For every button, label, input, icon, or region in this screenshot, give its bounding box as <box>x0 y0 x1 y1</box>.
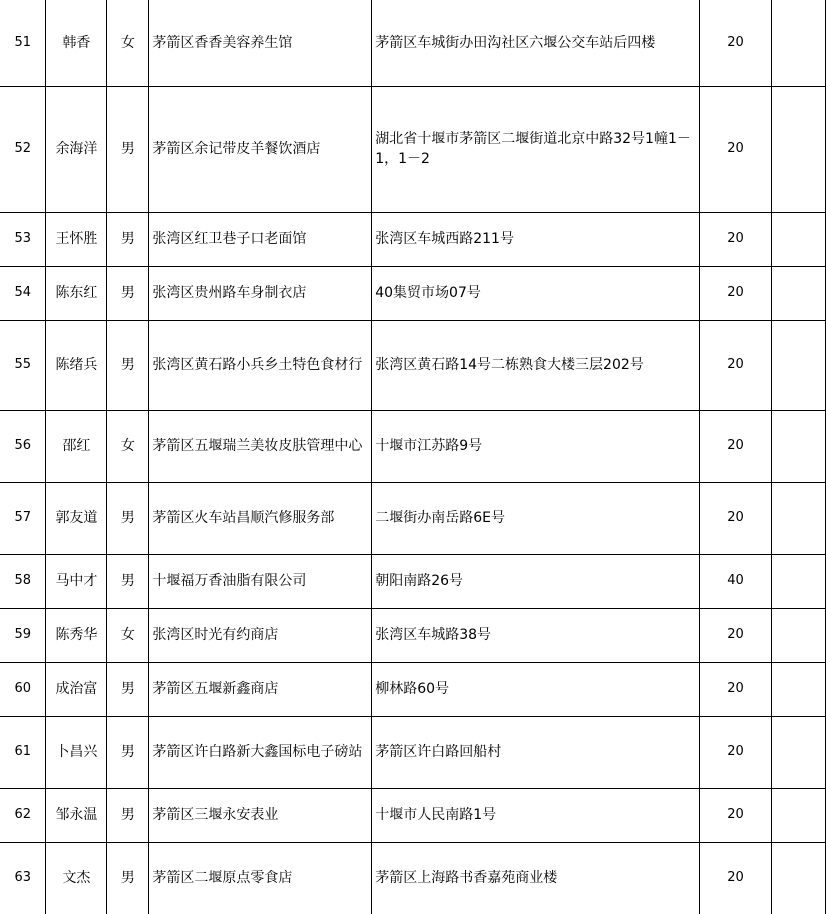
address-cell: 茅箭区车城街办田沟社区六堰公交车站后四楼 <box>372 0 700 86</box>
row-number: 58 <box>0 554 46 608</box>
note-cell <box>771 320 825 410</box>
note-cell <box>771 212 825 266</box>
gender-cell: 男 <box>107 266 149 320</box>
note-cell <box>771 0 825 86</box>
address-cell: 张湾区车城路38号 <box>372 608 700 662</box>
shop-name-cell: 茅箭区火车站昌顺汽修服务部 <box>149 482 372 554</box>
gender-cell: 男 <box>107 482 149 554</box>
row-number: 54 <box>0 266 46 320</box>
amount-cell: 20 <box>700 842 772 914</box>
note-cell <box>771 266 825 320</box>
note-cell <box>771 608 825 662</box>
gender-cell: 男 <box>107 554 149 608</box>
row-number: 51 <box>0 0 46 86</box>
row-number: 62 <box>0 788 46 842</box>
note-cell <box>771 716 825 788</box>
address-cell: 茅箭区上海路书香嘉苑商业楼 <box>372 842 700 914</box>
gender-cell: 男 <box>107 212 149 266</box>
table-row <box>0 212 826 266</box>
row-number: 63 <box>0 842 46 914</box>
note-cell <box>771 842 825 914</box>
table-row <box>0 716 826 788</box>
row-number: 57 <box>0 482 46 554</box>
shop-name-cell: 张湾区时光有约商店 <box>149 608 372 662</box>
shop-name-cell: 茅箭区五堰瑞兰美妆皮肤管理中心 <box>149 410 372 482</box>
name-cell: 陈秀华 <box>46 608 107 662</box>
gender-cell: 女 <box>107 0 149 86</box>
name-cell: 马中才 <box>46 554 107 608</box>
shop-name-cell: 茅箭区二堰原点零食店 <box>149 842 372 914</box>
gender-cell: 女 <box>107 410 149 482</box>
row-number: 53 <box>0 212 46 266</box>
name-cell: 陈绪兵 <box>46 320 107 410</box>
table-row <box>0 842 826 914</box>
amount-cell: 20 <box>700 0 772 86</box>
address-cell: 柳林路60号 <box>372 662 700 716</box>
row-number: 52 <box>0 86 46 212</box>
name-cell: 成治富 <box>46 662 107 716</box>
gender-cell: 女 <box>107 608 149 662</box>
amount-cell: 20 <box>700 212 772 266</box>
row-number: 60 <box>0 662 46 716</box>
shop-name-cell: 张湾区红卫巷子口老面馆 <box>149 212 372 266</box>
row-number: 59 <box>0 608 46 662</box>
name-cell: 邹永温 <box>46 788 107 842</box>
amount-cell: 20 <box>700 266 772 320</box>
row-number: 55 <box>0 320 46 410</box>
shop-name-cell: 十堰福万香油脂有限公司 <box>149 554 372 608</box>
note-cell <box>771 554 825 608</box>
address-cell: 湖北省十堰市茅箭区二堰街道北京中路32号1幢1－1，1－2 <box>372 86 700 212</box>
address-cell: 十堰市江苏路9号 <box>372 410 700 482</box>
table-row <box>0 788 826 842</box>
table-row <box>0 0 826 86</box>
address-cell: 二堰街办南岳路6E号 <box>372 482 700 554</box>
address-cell: 40集贸市场07号 <box>372 266 700 320</box>
address-cell: 茅箭区许白路回船村 <box>372 716 700 788</box>
name-cell: 邵红 <box>46 410 107 482</box>
table-row <box>0 608 826 662</box>
name-cell: 郭友道 <box>46 482 107 554</box>
note-cell <box>771 482 825 554</box>
row-number: 56 <box>0 410 46 482</box>
gender-cell: 男 <box>107 662 149 716</box>
note-cell <box>771 86 825 212</box>
amount-cell: 40 <box>700 554 772 608</box>
shop-name-cell: 张湾区黄石路小兵乡土特色食材行 <box>149 320 372 410</box>
note-cell <box>771 662 825 716</box>
gender-cell: 男 <box>107 842 149 914</box>
shop-name-cell: 茅箭区五堰新鑫商店 <box>149 662 372 716</box>
amount-cell: 20 <box>700 410 772 482</box>
amount-cell: 20 <box>700 608 772 662</box>
address-cell: 张湾区黄石路14号二栋熟食大楼三层202号 <box>372 320 700 410</box>
table-row <box>0 554 826 608</box>
shop-name-cell: 张湾区贵州路车身制衣店 <box>149 266 372 320</box>
shop-name-cell: 茅箭区许白路新大鑫国标电子磅站 <box>149 716 372 788</box>
gender-cell: 男 <box>107 788 149 842</box>
table-row <box>0 86 826 212</box>
name-cell: 文杰 <box>46 842 107 914</box>
name-cell: 韩香 <box>46 0 107 86</box>
gender-cell: 男 <box>107 320 149 410</box>
amount-cell: 20 <box>700 662 772 716</box>
table-row <box>0 662 826 716</box>
name-cell: 王怀胜 <box>46 212 107 266</box>
table-row <box>0 266 826 320</box>
amount-cell: 20 <box>700 482 772 554</box>
gender-cell: 男 <box>107 86 149 212</box>
gender-cell: 男 <box>107 716 149 788</box>
note-cell <box>771 788 825 842</box>
shop-name-cell: 茅箭区余记带皮羊餐饮酒店 <box>149 86 372 212</box>
amount-cell: 20 <box>700 716 772 788</box>
shop-name-cell: 茅箭区三堰永安表业 <box>149 788 372 842</box>
note-cell <box>771 410 825 482</box>
row-number: 61 <box>0 716 46 788</box>
address-cell: 朝阳南路26号 <box>372 554 700 608</box>
table-row <box>0 410 826 482</box>
amount-cell: 20 <box>700 86 772 212</box>
amount-cell: 20 <box>700 788 772 842</box>
shop-name-cell: 茅箭区香香美容养生馆 <box>149 0 372 86</box>
name-cell: 卜昌兴 <box>46 716 107 788</box>
amount-cell: 20 <box>700 320 772 410</box>
address-cell: 张湾区车城西路211号 <box>372 212 700 266</box>
table-row <box>0 320 826 410</box>
address-cell: 十堰市人民南路1号 <box>372 788 700 842</box>
name-cell: 陈东红 <box>46 266 107 320</box>
table-row <box>0 482 826 554</box>
name-cell: 余海洋 <box>46 86 107 212</box>
